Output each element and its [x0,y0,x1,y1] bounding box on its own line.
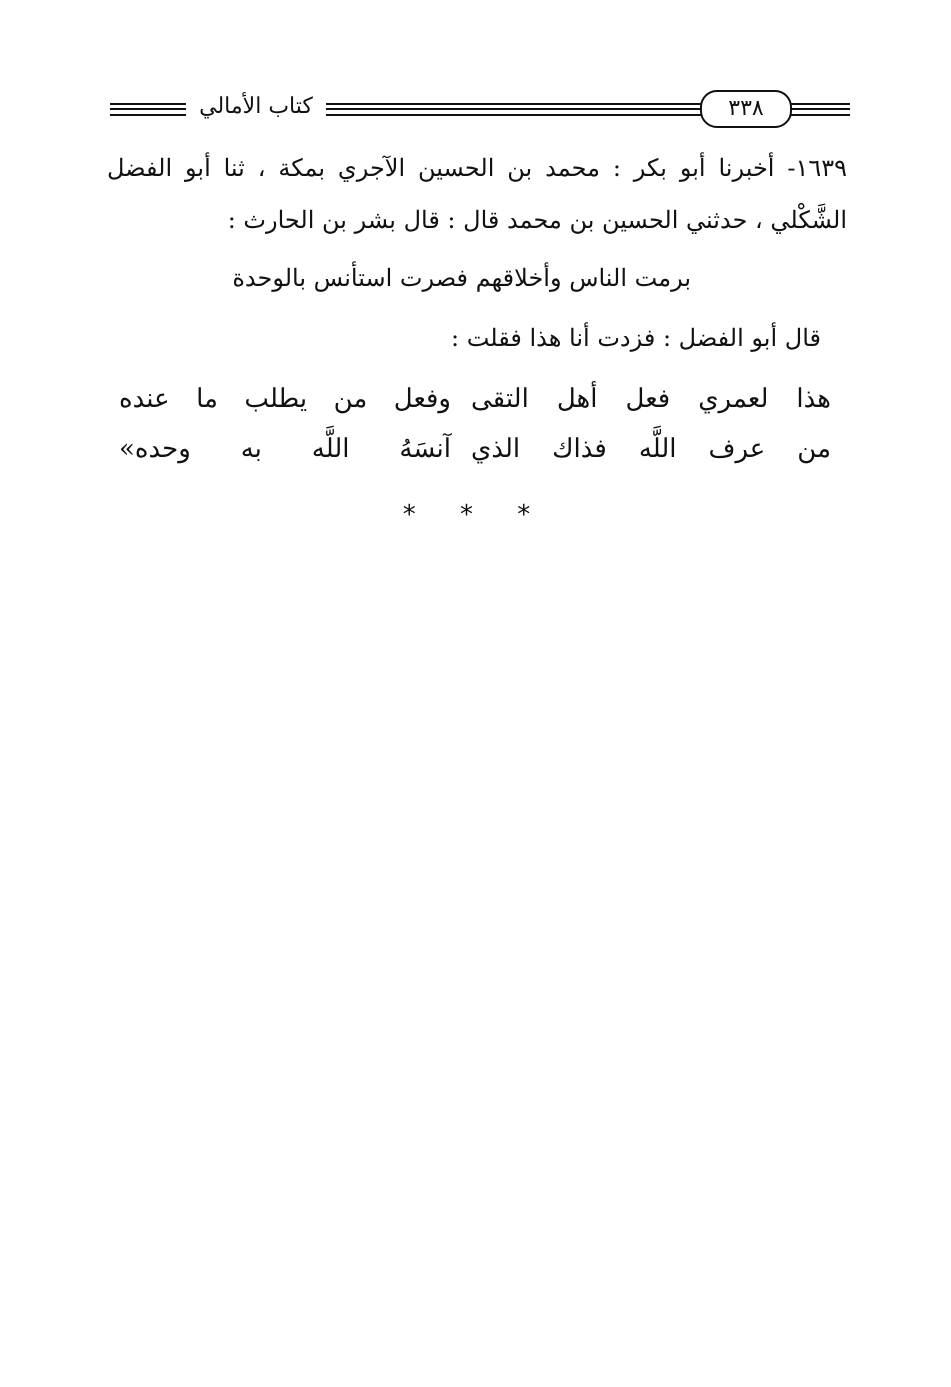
section-separator: * * * [402,500,549,530]
abu-al-fadl-saying: قال أبو الفضل : فزدت أنا هذا فقلت : [451,324,821,352]
poem-verse-1-second-hemistich: وفعل من يطلب ما عنده [119,384,451,414]
header-rule-left [110,103,186,116]
page-number: ٣٣٨ [700,90,792,128]
verse-line: برمت الناس وأخلاقهم فصرت استأنس بالوحدة [232,264,691,292]
poem-verse-1 [119,382,831,416]
header-rule-middle [326,103,704,116]
book-title: كتاب الأمالي [199,94,313,119]
header-rule-right [788,103,850,116]
poem-verse-2 [119,432,831,466]
poem-verse-2-first-hemistich: من عرف اللَّه فذاك الذي [471,434,831,464]
narration-line-2: الشَّكْلي ، حدثني الحسين بن محمد قال : قال بشر بن الحارث : [227,206,847,234]
narration-line-1: ١٦٣٩- أخبرنا أبو بكر : محمد بن الحسين الآجري بمكة ، ثنا أبو الفضل [107,154,847,182]
poem-verse-1-first-hemistich: هذا لعمري فعل أهل التقى [471,384,831,414]
poem-verse-2-second-hemistich: آنسَهُ اللَّه به وحده» [119,434,451,464]
page-header [110,90,850,134]
